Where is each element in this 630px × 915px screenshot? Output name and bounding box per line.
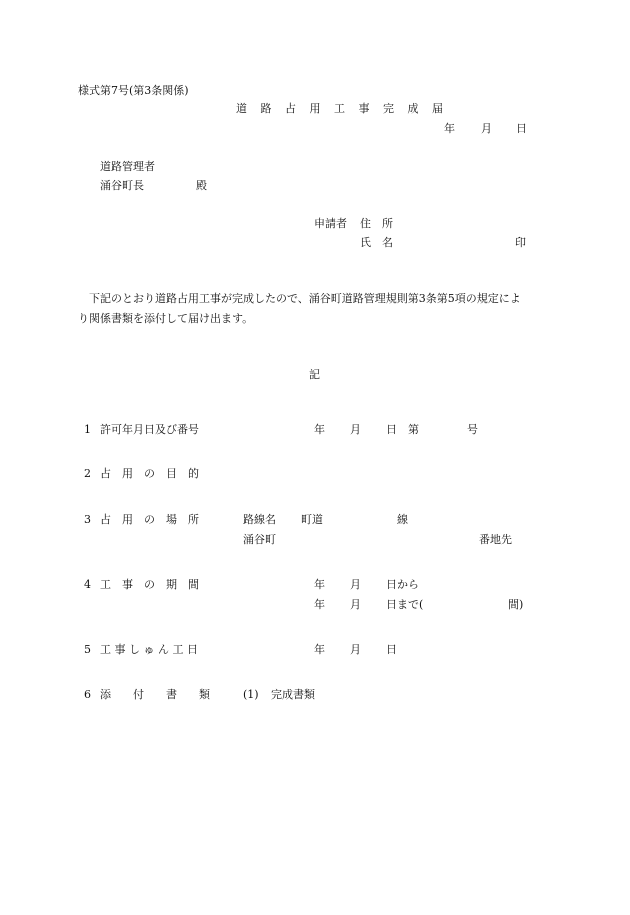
date-day: 日 (516, 122, 527, 135)
item-1-label: 許可年月日及び番号 (100, 423, 199, 436)
item-3-number: 3 (84, 513, 91, 526)
item-6-number: 6 (84, 688, 91, 701)
seal-mark: 印 (515, 236, 526, 249)
form-number-label: 様式第7号(第3条関係) (78, 84, 189, 97)
item-3-sen: 線 (397, 513, 408, 526)
item-3-town: 涌谷町 (243, 533, 276, 546)
item-5-year: 年 (314, 643, 325, 656)
item-5-number: 5 (84, 643, 91, 656)
addressee-road-manager: 道路管理者 (100, 160, 155, 173)
item-1-dai: 第 (408, 423, 419, 436)
item-6-label: 添 付 書 類 (100, 688, 210, 701)
item-1-month: 月 (350, 423, 361, 436)
item-2-number: 2 (84, 467, 91, 480)
item-2-label: 占 用 の 目 的 (100, 467, 199, 480)
item-1-go: 号 (467, 423, 478, 436)
item-4-from-year: 年 (314, 578, 325, 591)
item-6-sub-number: (1) (243, 688, 259, 701)
item-4-label: 工 事 の 期 間 (100, 578, 199, 591)
item-4-until-month: 月 (350, 598, 361, 611)
body-text-line2: り関係書類を添付して届け出ます。 (78, 312, 254, 325)
item-3-banchi: 番地先 (479, 533, 512, 546)
item-4-from-day: 日から (386, 578, 419, 591)
ki-heading: 記 (309, 368, 320, 381)
item-4-until-day: 日まで( (386, 598, 424, 611)
item-4-number: 4 (84, 578, 91, 591)
item-4-from-month: 月 (350, 578, 361, 591)
date-month: 月 (481, 122, 492, 135)
applicant-label: 申請者 (314, 217, 347, 230)
addressee-honorific: 殿 (196, 179, 207, 192)
item-1-day: 日 (386, 423, 397, 436)
body-text-line1: 下記のとおり道路占用工事が完成したので、涌谷町道路管理規則第3条第5項の規定によ (89, 292, 521, 305)
item-6-sub-label: 完成書類 (271, 688, 315, 701)
item-3-town-road: 町道 (301, 513, 323, 526)
item-5-label: 工 事 し ゅ ん 工 日 (100, 643, 198, 656)
applicant-name-label: 氏 名 (360, 236, 393, 249)
item-1-year: 年 (314, 423, 325, 436)
item-4-until-year: 年 (314, 598, 325, 611)
document-title: 道 路 占 用 工 事 完 成 届 (236, 102, 448, 115)
item-5-day: 日 (386, 643, 397, 656)
applicant-address-label: 住 所 (360, 217, 393, 230)
item-3-route-label: 路線名 (243, 513, 276, 526)
addressee-mayor: 涌谷町長 (100, 179, 144, 192)
item-1-number: 1 (84, 423, 91, 436)
item-5-month: 月 (350, 643, 361, 656)
date-year: 年 (444, 122, 455, 135)
item-4-period-end: 間) (508, 598, 524, 611)
item-3-label: 占 用 の 場 所 (100, 513, 199, 526)
